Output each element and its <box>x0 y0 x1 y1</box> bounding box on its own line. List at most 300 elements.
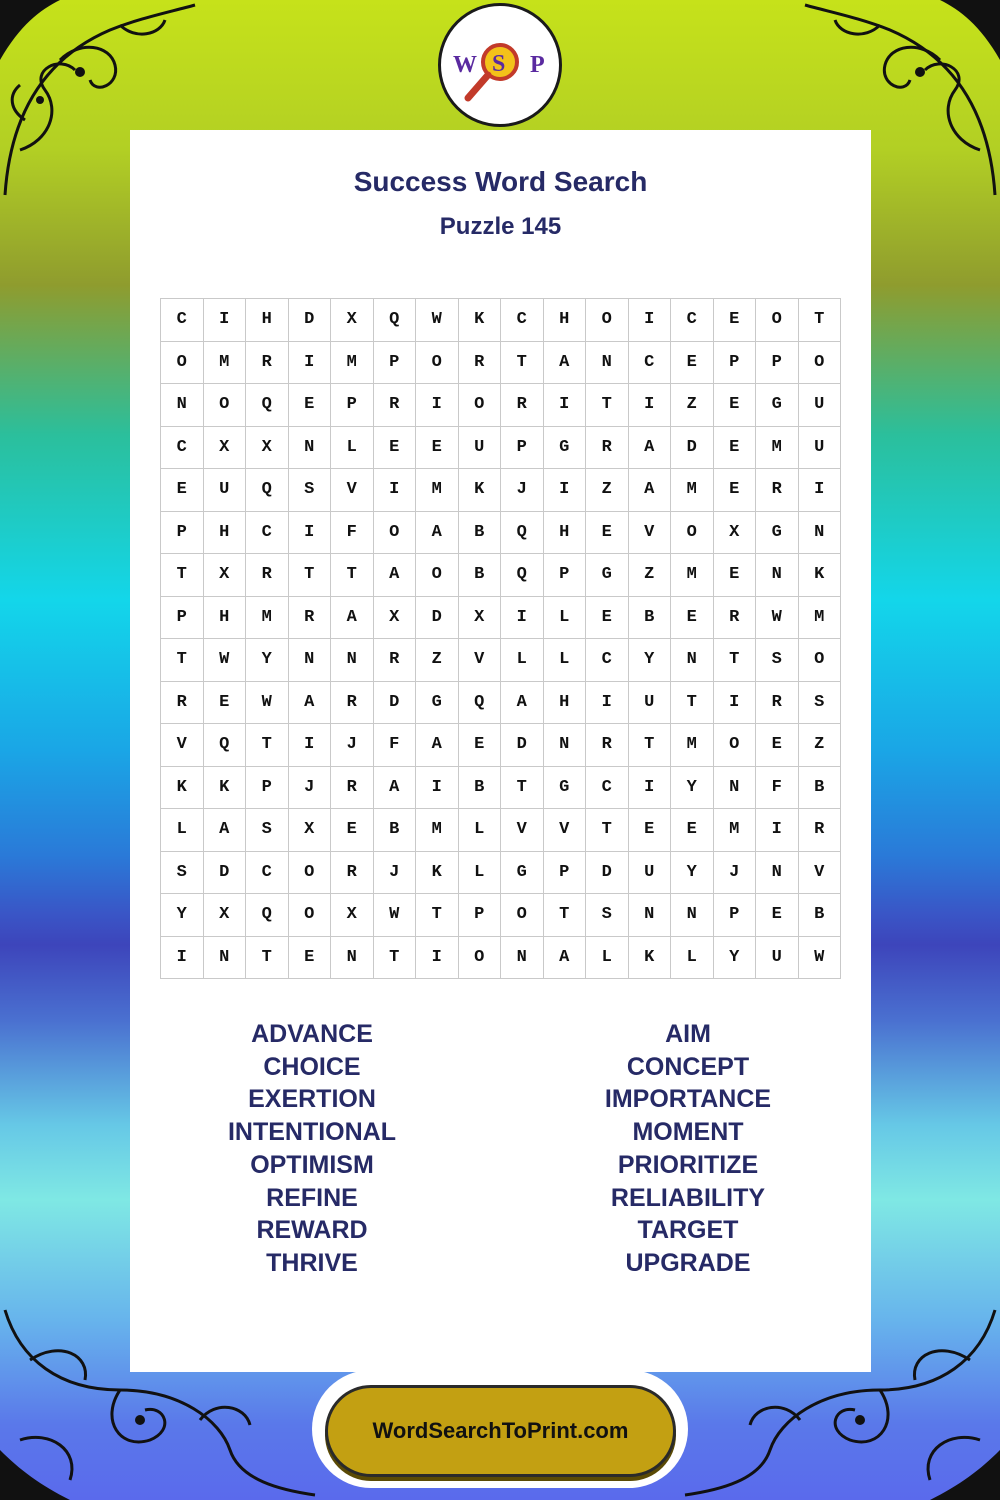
word-item: CHOICE <box>263 1052 361 1081</box>
grid-cell[interactable]: N <box>628 894 671 937</box>
grid-cell[interactable]: E <box>288 936 331 979</box>
grid-cell[interactable]: B <box>628 596 671 639</box>
grid-cell[interactable]: X <box>203 894 246 937</box>
grid-cell[interactable]: H <box>246 299 289 342</box>
grid-cell[interactable]: J <box>501 469 544 512</box>
grid-cell[interactable]: W <box>373 894 416 937</box>
grid-cell[interactable]: X <box>331 299 374 342</box>
grid-cell[interactable]: O <box>798 639 841 682</box>
grid-cell[interactable]: N <box>203 936 246 979</box>
grid-cell[interactable]: T <box>501 341 544 384</box>
grid-cell[interactable]: L <box>458 851 501 894</box>
grid-row <box>161 511 841 554</box>
grid-cell[interactable]: E <box>756 724 799 767</box>
grid-cell[interactable]: E <box>373 426 416 469</box>
grid-row <box>161 384 841 427</box>
grid-cell[interactable]: I <box>416 936 459 979</box>
grid-cell[interactable]: W <box>246 681 289 724</box>
grid-cell[interactable]: B <box>458 554 501 597</box>
grid-cell[interactable]: N <box>713 766 756 809</box>
grid-cell[interactable]: O <box>458 936 501 979</box>
grid-cell[interactable]: E <box>671 809 714 852</box>
grid-cell[interactable]: T <box>331 554 374 597</box>
grid-cell[interactable]: A <box>543 936 586 979</box>
grid-cell[interactable]: Q <box>203 724 246 767</box>
grid-cell[interactable]: S <box>586 894 629 937</box>
grid-cell[interactable]: E <box>756 894 799 937</box>
grid-cell[interactable]: Z <box>798 724 841 767</box>
grid-cell[interactable]: X <box>246 426 289 469</box>
grid-cell[interactable]: R <box>373 639 416 682</box>
grid-cell[interactable]: C <box>501 299 544 342</box>
grid-cell[interactable]: I <box>628 299 671 342</box>
grid-cell[interactable]: K <box>416 851 459 894</box>
grid-cell[interactable]: F <box>331 511 374 554</box>
grid-cell[interactable]: R <box>756 469 799 512</box>
grid-cell[interactable]: T <box>246 724 289 767</box>
grid-cell[interactable]: F <box>756 766 799 809</box>
grid-cell[interactable]: T <box>798 299 841 342</box>
grid-row <box>161 681 841 724</box>
grid-cell[interactable]: O <box>416 341 459 384</box>
word-list-right <box>538 1018 838 1280</box>
grid-cell[interactable]: T <box>246 936 289 979</box>
grid-cell[interactable]: G <box>586 554 629 597</box>
grid-cell[interactable]: E <box>586 511 629 554</box>
word-item: RELIABILITY <box>610 1183 766 1212</box>
grid-cell[interactable]: B <box>798 894 841 937</box>
grid-cell[interactable]: O <box>458 384 501 427</box>
grid-cell[interactable]: Y <box>671 851 714 894</box>
grid-cell[interactable]: T <box>373 936 416 979</box>
grid-cell[interactable]: G <box>543 426 586 469</box>
grid-cell[interactable]: O <box>501 894 544 937</box>
grid-cell[interactable]: K <box>458 299 501 342</box>
grid-cell[interactable]: D <box>373 681 416 724</box>
grid-row <box>161 554 841 597</box>
grid-cell[interactable]: R <box>798 809 841 852</box>
logo-letter-s: S <box>492 51 506 77</box>
grid-cell[interactable]: E <box>713 426 756 469</box>
grid-cell[interactable]: N <box>798 511 841 554</box>
grid-cell[interactable]: X <box>203 426 246 469</box>
grid-cell[interactable]: Z <box>671 384 714 427</box>
grid-cell[interactable]: N <box>586 341 629 384</box>
grid-cell[interactable]: U <box>798 426 841 469</box>
grid-cell[interactable]: R <box>458 341 501 384</box>
grid-cell[interactable]: X <box>331 894 374 937</box>
word-item: ADVANCE <box>251 1020 373 1048</box>
grid-cell[interactable]: L <box>501 639 544 682</box>
grid-cell[interactable]: P <box>161 511 204 554</box>
grid-cell[interactable]: N <box>501 936 544 979</box>
grid-cell[interactable]: Y <box>671 766 714 809</box>
grid-cell[interactable]: R <box>586 426 629 469</box>
grid-cell[interactable]: C <box>246 511 289 554</box>
grid-cell[interactable]: R <box>288 596 331 639</box>
grid-cell[interactable]: C <box>628 341 671 384</box>
word-item: AIM <box>665 1020 711 1048</box>
grid-cell[interactable]: K <box>628 936 671 979</box>
grid-cell[interactable]: N <box>331 639 374 682</box>
grid-cell[interactable]: X <box>373 596 416 639</box>
grid-cell[interactable]: G <box>416 681 459 724</box>
grid-cell[interactable]: I <box>288 341 331 384</box>
grid-cell[interactable]: J <box>373 851 416 894</box>
grid-cell[interactable]: X <box>713 511 756 554</box>
grid-cell[interactable]: E <box>713 384 756 427</box>
grid-cell[interactable]: N <box>543 724 586 767</box>
grid-cell[interactable]: I <box>756 809 799 852</box>
grid-cell[interactable]: O <box>713 724 756 767</box>
grid-row <box>161 809 841 852</box>
grid-cell[interactable]: P <box>161 596 204 639</box>
grid-cell[interactable]: M <box>203 341 246 384</box>
word-item: THRIVE <box>266 1248 358 1277</box>
grid-cell[interactable]: D <box>288 299 331 342</box>
word-item: INTENTIONAL <box>227 1118 397 1147</box>
grid-cell[interactable]: T <box>586 384 629 427</box>
grid-cell[interactable]: M <box>416 809 459 852</box>
grid-row <box>161 724 841 767</box>
grid-cell[interactable]: E <box>416 426 459 469</box>
grid-cell[interactable]: I <box>628 766 671 809</box>
word-item: CONCEPT <box>626 1052 750 1081</box>
grid-cell[interactable]: W <box>203 639 246 682</box>
grid-cell[interactable]: N <box>756 554 799 597</box>
grid-cell[interactable]: U <box>756 936 799 979</box>
grid-cell[interactable]: V <box>543 809 586 852</box>
grid-cell[interactable]: P <box>501 426 544 469</box>
grid-cell[interactable]: D <box>203 851 246 894</box>
grid-cell[interactable]: I <box>373 469 416 512</box>
grid-cell[interactable]: X <box>458 596 501 639</box>
grid-cell[interactable]: Y <box>628 639 671 682</box>
grid-cell[interactable]: U <box>203 469 246 512</box>
word-item: REFINE <box>266 1183 358 1212</box>
grid-cell[interactable]: R <box>246 341 289 384</box>
grid-cell[interactable]: A <box>416 724 459 767</box>
grid-cell[interactable]: A <box>331 596 374 639</box>
grid-cell[interactable]: X <box>203 554 246 597</box>
grid-cell[interactable]: E <box>713 469 756 512</box>
grid-cell[interactable]: J <box>713 851 756 894</box>
grid-cell[interactable]: N <box>161 384 204 427</box>
grid-cell[interactable]: A <box>288 681 331 724</box>
grid-cell[interactable]: U <box>628 851 671 894</box>
grid-cell[interactable]: C <box>246 851 289 894</box>
grid-cell[interactable]: H <box>543 299 586 342</box>
grid-cell[interactable]: Z <box>416 639 459 682</box>
grid-cell[interactable]: I <box>416 384 459 427</box>
grid-cell[interactable]: G <box>756 511 799 554</box>
grid-cell[interactable]: B <box>798 766 841 809</box>
grid-cell[interactable]: Q <box>373 299 416 342</box>
grid-cell[interactable]: O <box>161 341 204 384</box>
grid-cell[interactable]: A <box>628 469 671 512</box>
grid-cell[interactable]: O <box>203 384 246 427</box>
grid-cell[interactable]: P <box>458 894 501 937</box>
grid-cell[interactable]: T <box>501 766 544 809</box>
grid-cell[interactable]: V <box>501 809 544 852</box>
grid-cell[interactable]: I <box>628 384 671 427</box>
grid-cell[interactable]: B <box>458 766 501 809</box>
grid-cell[interactable]: M <box>798 596 841 639</box>
grid-cell[interactable]: Q <box>246 469 289 512</box>
grid-cell[interactable]: E <box>713 554 756 597</box>
grid-cell[interactable]: P <box>331 384 374 427</box>
grid-cell[interactable]: D <box>671 426 714 469</box>
word-item: EXERTION <box>248 1085 376 1114</box>
grid-cell[interactable]: Q <box>458 681 501 724</box>
grid-cell[interactable]: T <box>543 894 586 937</box>
grid-cell[interactable]: W <box>416 299 459 342</box>
grid-row <box>161 596 841 639</box>
word-item: PRIORITIZE <box>617 1150 759 1179</box>
grid-cell[interactable]: T <box>288 554 331 597</box>
grid-cell[interactable]: P <box>756 341 799 384</box>
grid-cell[interactable]: M <box>671 554 714 597</box>
grid-cell[interactable]: W <box>756 596 799 639</box>
grid-cell[interactable]: M <box>756 426 799 469</box>
grid-cell[interactable]: R <box>331 851 374 894</box>
grid-cell[interactable]: T <box>416 894 459 937</box>
grid-cell[interactable]: R <box>501 384 544 427</box>
grid-cell[interactable]: M <box>416 469 459 512</box>
logo-letter-w: W <box>453 52 477 78</box>
grid-cell[interactable]: V <box>331 469 374 512</box>
grid-row <box>161 639 841 682</box>
grid-cell[interactable]: J <box>288 766 331 809</box>
grid-cell[interactable]: H <box>543 511 586 554</box>
grid-cell[interactable]: G <box>543 766 586 809</box>
grid-cell[interactable]: O <box>586 299 629 342</box>
grid-cell[interactable]: I <box>288 724 331 767</box>
grid-cell[interactable]: A <box>373 554 416 597</box>
grid-cell[interactable]: K <box>161 766 204 809</box>
grid-cell[interactable]: K <box>798 554 841 597</box>
grid-cell[interactable]: S <box>246 809 289 852</box>
grid-cell[interactable]: Q <box>501 511 544 554</box>
grid-cell[interactable]: T <box>161 554 204 597</box>
grid-row <box>161 851 841 894</box>
grid-cell[interactable]: N <box>288 639 331 682</box>
grid-cell[interactable]: J <box>331 724 374 767</box>
grid-cell[interactable]: R <box>586 724 629 767</box>
grid-cell[interactable]: C <box>671 299 714 342</box>
word-item: OPTIMISM <box>250 1150 374 1179</box>
grid-cell[interactable]: L <box>161 809 204 852</box>
grid-cell[interactable]: N <box>671 639 714 682</box>
grid-cell[interactable]: A <box>628 426 671 469</box>
grid-cell[interactable]: Y <box>713 936 756 979</box>
grid-cell[interactable]: K <box>458 469 501 512</box>
grid-cell[interactable]: T <box>713 639 756 682</box>
grid-cell[interactable]: E <box>586 596 629 639</box>
grid-cell[interactable]: L <box>458 809 501 852</box>
grid-cell[interactable]: I <box>161 936 204 979</box>
grid-cell[interactable]: B <box>458 511 501 554</box>
page-title: Success Word Search <box>353 166 648 197</box>
logo-letter-p: P <box>530 52 545 78</box>
grid-cell[interactable]: R <box>331 681 374 724</box>
grid-cell[interactable]: C <box>161 426 204 469</box>
grid-cell[interactable]: A <box>373 766 416 809</box>
grid-cell[interactable]: X <box>288 809 331 852</box>
grid-cell[interactable]: L <box>543 596 586 639</box>
grid-cell[interactable]: M <box>713 809 756 852</box>
grid-cell[interactable]: Q <box>501 554 544 597</box>
grid-cell[interactable]: G <box>756 384 799 427</box>
grid-cell[interactable]: E <box>671 596 714 639</box>
grid-cell[interactable]: Z <box>586 469 629 512</box>
word-item: TARGET <box>637 1216 739 1245</box>
grid-cell[interactable]: Q <box>246 894 289 937</box>
grid-cell[interactable]: I <box>586 681 629 724</box>
grid-cell[interactable]: I <box>501 596 544 639</box>
grid-cell[interactable]: Y <box>246 639 289 682</box>
grid-cell[interactable]: E <box>671 341 714 384</box>
grid-row <box>161 766 841 809</box>
grid-cell[interactable]: A <box>203 809 246 852</box>
grid-cell[interactable]: O <box>798 341 841 384</box>
grid-cell[interactable]: F <box>373 724 416 767</box>
grid-cell[interactable]: O <box>756 299 799 342</box>
grid-cell[interactable]: O <box>288 851 331 894</box>
grid-cell[interactable]: P <box>713 341 756 384</box>
grid-cell[interactable]: E <box>161 469 204 512</box>
grid-cell[interactable]: H <box>203 596 246 639</box>
grid-cell[interactable]: W <box>798 936 841 979</box>
grid-cell[interactable]: A <box>416 511 459 554</box>
grid-cell[interactable]: D <box>416 596 459 639</box>
grid-cell[interactable]: D <box>501 724 544 767</box>
grid-cell[interactable]: E <box>713 299 756 342</box>
grid-cell[interactable]: N <box>756 851 799 894</box>
puzzle-card <box>130 130 871 1372</box>
grid-cell[interactable]: E <box>331 809 374 852</box>
grid-cell[interactable]: M <box>671 469 714 512</box>
magnifier-icon <box>441 6 559 124</box>
grid-cell[interactable]: L <box>543 639 586 682</box>
grid-cell[interactable]: M <box>331 341 374 384</box>
word-item: REWARD <box>256 1216 368 1245</box>
word-item: MOMENT <box>632 1118 744 1147</box>
grid-cell[interactable]: I <box>288 511 331 554</box>
grid-cell[interactable]: I <box>713 681 756 724</box>
grid-cell[interactable]: N <box>671 894 714 937</box>
grid-cell[interactable]: I <box>416 766 459 809</box>
grid-cell[interactable]: I <box>543 384 586 427</box>
grid-cell[interactable]: T <box>671 681 714 724</box>
grid-cell[interactable]: O <box>671 511 714 554</box>
site-logo[interactable] <box>438 3 562 127</box>
grid-cell[interactable]: E <box>288 384 331 427</box>
grid-cell[interactable]: P <box>373 341 416 384</box>
grid-cell[interactable]: U <box>628 681 671 724</box>
grid-cell[interactable]: E <box>628 809 671 852</box>
grid-cell[interactable]: K <box>203 766 246 809</box>
grid-row <box>161 299 841 342</box>
grid-cell[interactable]: M <box>246 596 289 639</box>
grid-cell[interactable]: V <box>458 639 501 682</box>
grid-cell[interactable]: L <box>586 936 629 979</box>
grid-cell[interactable]: D <box>586 851 629 894</box>
grid-cell[interactable]: R <box>373 384 416 427</box>
grid-row <box>161 936 841 979</box>
grid-row <box>161 341 841 384</box>
grid-cell[interactable]: A <box>501 681 544 724</box>
grid-cell[interactable]: M <box>671 724 714 767</box>
grid-cell[interactable]: S <box>798 681 841 724</box>
grid-cell[interactable]: Y <box>161 894 204 937</box>
grid-cell[interactable]: P <box>543 851 586 894</box>
grid-cell[interactable]: U <box>798 384 841 427</box>
grid-cell[interactable]: I <box>543 469 586 512</box>
grid-cell[interactable]: A <box>543 341 586 384</box>
grid-cell[interactable]: E <box>458 724 501 767</box>
grid-cell[interactable]: V <box>798 851 841 894</box>
website-link-button[interactable]: WordSearchToPrint.com <box>325 1385 676 1477</box>
grid-cell[interactable]: L <box>331 426 374 469</box>
grid-cell[interactable]: R <box>331 766 374 809</box>
grid-cell[interactable]: L <box>671 936 714 979</box>
grid-cell[interactable]: Z <box>628 554 671 597</box>
grid-cell[interactable]: T <box>586 809 629 852</box>
grid-cell[interactable]: N <box>331 936 374 979</box>
grid-cell[interactable]: O <box>288 894 331 937</box>
grid-cell[interactable]: Q <box>246 384 289 427</box>
grid-cell[interactable]: V <box>161 724 204 767</box>
grid-cell[interactable]: V <box>628 511 671 554</box>
grid-cell[interactable]: P <box>543 554 586 597</box>
grid-cell[interactable]: C <box>161 299 204 342</box>
grid-cell[interactable]: O <box>416 554 459 597</box>
grid-cell[interactable]: S <box>756 639 799 682</box>
grid-cell[interactable]: H <box>203 511 246 554</box>
grid-row <box>161 894 841 937</box>
grid-cell[interactable]: R <box>756 681 799 724</box>
grid-cell[interactable]: B <box>373 809 416 852</box>
grid-cell[interactable]: O <box>373 511 416 554</box>
word-item: UPGRADE <box>625 1248 751 1277</box>
grid-cell[interactable]: P <box>713 894 756 937</box>
grid-cell[interactable]: C <box>586 639 629 682</box>
word-item: IMPORTANCE <box>604 1085 772 1114</box>
grid-cell[interactable]: U <box>458 426 501 469</box>
grid-cell[interactable]: S <box>288 469 331 512</box>
grid-cell[interactable]: I <box>798 469 841 512</box>
grid-cell[interactable]: T <box>161 639 204 682</box>
grid-cell[interactable]: S <box>161 851 204 894</box>
grid-cell[interactable]: I <box>203 299 246 342</box>
grid-cell[interactable]: P <box>246 766 289 809</box>
grid-cell[interactable]: H <box>543 681 586 724</box>
grid-row <box>161 469 841 512</box>
grid-cell[interactable]: C <box>586 766 629 809</box>
puzzle-number: Puzzle 145 <box>439 213 562 240</box>
grid-row <box>161 426 841 469</box>
grid-cell[interactable]: E <box>203 681 246 724</box>
grid-cell[interactable]: N <box>288 426 331 469</box>
grid-cell[interactable]: G <box>501 851 544 894</box>
grid-cell[interactable]: R <box>713 596 756 639</box>
word-list-left <box>162 1018 462 1280</box>
grid-cell[interactable]: R <box>246 554 289 597</box>
grid-cell[interactable]: R <box>161 681 204 724</box>
grid-cell[interactable]: T <box>628 724 671 767</box>
letter-grid <box>160 298 841 979</box>
